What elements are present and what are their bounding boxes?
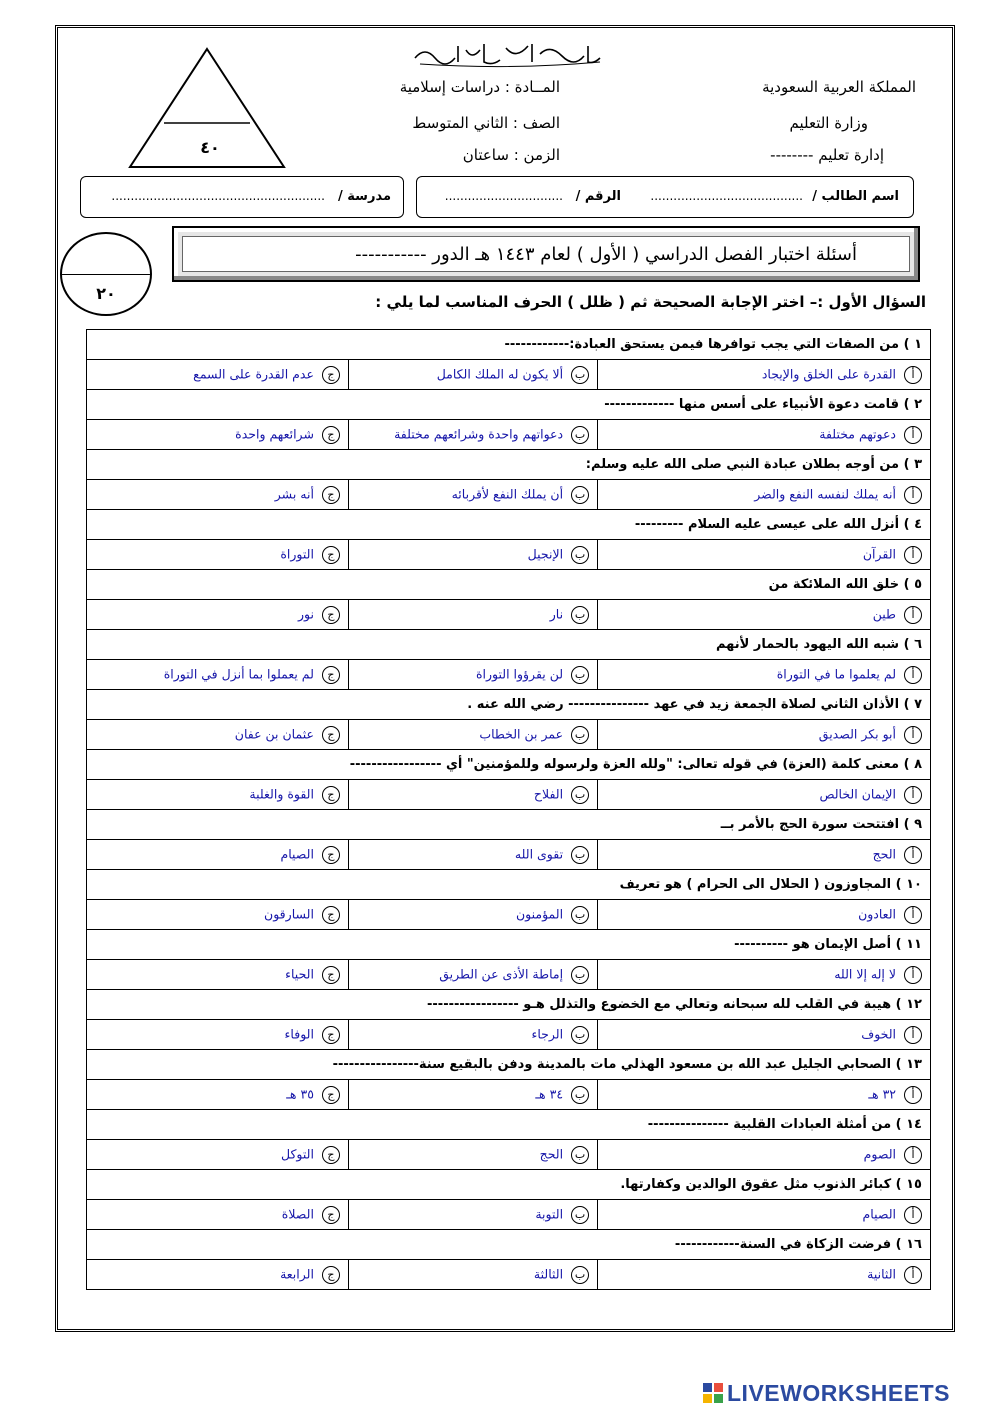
option-c[interactable] (87, 900, 349, 930)
question-options-row (87, 1080, 931, 1110)
option-text: الحج (539, 1146, 564, 1161)
question-options-row (87, 1140, 931, 1170)
liveworksheets-logo (703, 1380, 950, 1406)
option-text: أبو بكر الصديق (818, 726, 896, 741)
option-letter-a[interactable]: أ (904, 726, 922, 744)
option-text: القدرة على الخلق والإيجاد (761, 366, 896, 381)
option-text: الصوم (863, 1146, 896, 1161)
option-text: أن يملك النفع لأقربائه (451, 486, 564, 501)
bismillah-text: بسم الله الرحمن الرحيم (504, 56, 516, 57)
option-c[interactable] (87, 1200, 349, 1230)
option-text: الفلاح (533, 786, 564, 801)
option-letter-a[interactable]: أ (904, 966, 922, 984)
option-b[interactable] (348, 720, 597, 750)
option-text: العادون (858, 906, 896, 921)
bismillah-calligraphy (410, 40, 610, 68)
option-letter-a[interactable]: أ (904, 606, 922, 624)
option-b[interactable] (348, 1020, 597, 1050)
option-text: السارقون (264, 906, 314, 921)
option-a[interactable] (598, 1080, 931, 1110)
option-letter-b[interactable]: ب (571, 1266, 589, 1284)
option-letter-c[interactable]: ج (322, 726, 340, 744)
question-options-row (87, 540, 931, 570)
question-stem: ٤ ) أنزل الله على عيسى عليه السلام --------- (87, 510, 931, 540)
option-c[interactable] (87, 1020, 349, 1050)
question-stem-row (87, 1230, 931, 1260)
option-letter-c[interactable]: ج (322, 1026, 340, 1044)
option-letter-b[interactable]: ب (571, 1086, 589, 1104)
question-stem-row (87, 810, 931, 840)
question-stem: ٢ ) قامت دعوة الأنبياء على أسس منها ------------- (87, 390, 931, 420)
option-letter-c[interactable]: ج (322, 1146, 340, 1164)
question-options-row (87, 420, 931, 450)
option-a[interactable] (598, 600, 931, 630)
question-stem-row (87, 1170, 931, 1200)
question-stem: ١٣ ) الصحابي الجليل عبد الله بن مسعود الهذلي مات بالمدينة ودفن بالبقيع سنة---------------- (87, 1050, 931, 1080)
question-stem: ١٢ ) هيبة في القلب لله سبحانه وتعالي مع الخضوع والتذلل هـو ----------------- (87, 990, 931, 1020)
question-stem-row (87, 930, 931, 960)
option-c[interactable] (87, 840, 349, 870)
question-stem-row (87, 630, 931, 660)
total-score: ٤٠ (200, 138, 220, 157)
option-text: ٣٥ هـ (286, 1086, 314, 1101)
option-letter-b[interactable]: ب (571, 426, 589, 444)
logo-mark-icon (703, 1383, 723, 1403)
option-text: الحياء (285, 966, 314, 981)
option-letter-a[interactable]: أ (904, 1206, 922, 1224)
option-letter-c[interactable]: ج (322, 906, 340, 924)
option-letter-a[interactable]: أ (904, 366, 922, 384)
option-letter-a[interactable]: أ (904, 486, 922, 504)
question-stem: ٧ ) الأذان الثاني لصلاة الجمعة زيد في عهد --------------- رضي الله عنه . (87, 690, 931, 720)
option-letter-c[interactable]: ج (322, 486, 340, 504)
option-c[interactable] (87, 480, 349, 510)
question-options-row (87, 1260, 931, 1290)
option-text: دعواتهم واحدة وشرائعهم مختلفة (394, 426, 564, 441)
option-text: إماطة الأذى عن الطريق (439, 966, 564, 981)
option-text: الثالثة (533, 1266, 564, 1281)
student-name-field[interactable]: ........................................ (650, 189, 803, 203)
question-options-row (87, 1200, 931, 1230)
option-a[interactable] (598, 540, 931, 570)
question-options-row (87, 780, 931, 810)
option-text: أنه يملك لنفسه النفع والضر (754, 486, 896, 501)
option-text: التوبة (535, 1206, 564, 1221)
option-b[interactable] (348, 360, 597, 390)
question-options-row (87, 840, 931, 870)
option-letter-a[interactable]: أ (904, 426, 922, 444)
option-letter-c[interactable]: ج (322, 606, 340, 624)
option-text: نار (549, 606, 564, 621)
option-a[interactable] (598, 960, 931, 990)
question-stem: ١ ) من الصفات التي يجب توافرها فيمن يستحق العبادة:------------ (87, 330, 931, 360)
option-letter-b[interactable]: ب (571, 966, 589, 984)
option-text: لا إله إلا الله (834, 966, 896, 981)
question-stem-row (87, 570, 931, 600)
question-stem: ١١ ) أصل الإيمان هو ---------- (87, 930, 931, 960)
option-text: الحج (872, 846, 896, 861)
question-options-row (87, 360, 931, 390)
option-c[interactable] (87, 660, 349, 690)
kingdom-label: المملكة العربية السعودية (762, 78, 916, 96)
ministry-label: وزارة التعليم (789, 114, 868, 132)
time-label: الزمن : ساعتان (462, 146, 560, 164)
option-text: ٣٢ هـ (868, 1086, 896, 1101)
option-c[interactable] (87, 540, 349, 570)
student-number-label: الرقم / (575, 189, 621, 204)
option-b[interactable] (348, 600, 597, 630)
option-b[interactable] (348, 1260, 597, 1290)
option-a[interactable] (598, 840, 931, 870)
option-text: الصلاة (281, 1206, 314, 1221)
option-letter-a[interactable]: أ (904, 1026, 922, 1044)
student-number-field[interactable]: ............................... (444, 189, 563, 203)
question-stem-row (87, 990, 931, 1020)
option-text: دعوتهم مختلفة (819, 426, 896, 441)
option-letter-b[interactable]: ب (571, 726, 589, 744)
option-b[interactable] (348, 660, 597, 690)
question-options-row (87, 660, 931, 690)
question-stem-row (87, 330, 931, 360)
option-letter-b[interactable]: ب (571, 1146, 589, 1164)
option-letter-c[interactable]: ج (322, 1086, 340, 1104)
question-options-row (87, 900, 931, 930)
exam-title-box (172, 226, 920, 282)
option-text: تقوى الله (514, 846, 564, 861)
question-stem-row (87, 870, 931, 900)
option-letter-c[interactable]: ج (322, 966, 340, 984)
option-letter-b[interactable]: ب (571, 486, 589, 504)
option-b[interactable] (348, 960, 597, 990)
option-text: الصيام (862, 1206, 896, 1221)
option-letter-c[interactable]: ج (322, 1206, 340, 1224)
option-letter-c[interactable]: ج (322, 666, 340, 684)
option-letter-c[interactable]: ج (322, 366, 340, 384)
question-stem-row (87, 1110, 931, 1140)
option-text: لم يعلموا ما في التوراة (776, 666, 896, 681)
option-b[interactable] (348, 840, 597, 870)
option-text: الرابعة (280, 1266, 314, 1281)
question-stem-row (87, 510, 931, 540)
grade-label: الصف : الثاني المتوسط (412, 114, 560, 132)
subject-label: المــادة : دراسات إسلامية (399, 78, 560, 96)
option-a[interactable] (598, 360, 931, 390)
option-a[interactable] (598, 1260, 931, 1290)
question-stem: ١٤ ) من أمثلة العبادات القلبية --------------- (87, 1110, 931, 1140)
option-c[interactable] (87, 1140, 349, 1170)
option-text: عثمان بن عفان (234, 726, 314, 741)
question-stem: ١٥ ) كبائر الذنوب مثل عقوق الوالدين وكفارتها. (87, 1170, 931, 1200)
option-letter-b[interactable]: ب (571, 906, 589, 924)
option-letter-b[interactable]: ب (571, 546, 589, 564)
section-score-circle (60, 232, 152, 316)
option-a[interactable] (598, 1140, 931, 1170)
option-c[interactable] (87, 1260, 349, 1290)
option-b[interactable] (348, 540, 597, 570)
option-letter-a[interactable]: أ (904, 906, 922, 924)
option-b[interactable] (348, 420, 597, 450)
school-label: مدرسة / (338, 189, 391, 204)
option-text: أنه بشر (274, 486, 314, 501)
option-letter-b[interactable]: ب (571, 846, 589, 864)
option-a[interactable] (598, 1200, 931, 1230)
option-b[interactable] (348, 1080, 597, 1110)
option-a[interactable] (598, 780, 931, 810)
option-text: الوفاء (284, 1026, 314, 1041)
option-text: الصيام (280, 846, 314, 861)
option-a[interactable] (598, 480, 931, 510)
option-a[interactable] (598, 660, 931, 690)
option-text: القوة والغلبة (249, 786, 314, 801)
administration-label: إدارة تعليم -------- (770, 146, 884, 164)
option-text: الإيمان الخالص (819, 786, 896, 801)
option-c[interactable] (87, 720, 349, 750)
question-options-row (87, 720, 931, 750)
option-text: لن يقرؤوا التوراة (475, 666, 564, 681)
question-stem: ٦ ) شبه الله اليهود بالحمار لأنهم (87, 630, 931, 660)
question-stem: ٥ ) خلق الله الملائكة من (87, 570, 931, 600)
option-letter-b[interactable]: ب (571, 366, 589, 384)
question-stem-row (87, 390, 931, 420)
option-b[interactable] (348, 900, 597, 930)
option-letter-b[interactable]: ب (571, 786, 589, 804)
option-b[interactable] (348, 780, 597, 810)
option-b[interactable] (348, 1200, 597, 1230)
option-a[interactable] (598, 720, 931, 750)
total-score-triangle (128, 47, 286, 169)
logo-text: LIVEWORKSHEETS (727, 1379, 950, 1406)
option-c[interactable] (87, 420, 349, 450)
option-c[interactable] (87, 600, 349, 630)
question-stem: ٨ ) معنى كلمة (العزة) في قوله تعالى: "ولله العزة ولرسوله وللمؤمنين" أي ----------------- (87, 750, 931, 780)
option-letter-b[interactable]: ب (571, 606, 589, 624)
option-text: ٣٤ هـ (535, 1086, 564, 1101)
option-text: التوكل (281, 1146, 314, 1161)
option-text: لم يعملوا بما أنزل في التوراة (163, 666, 314, 681)
option-c[interactable] (87, 780, 349, 810)
option-b[interactable] (348, 480, 597, 510)
option-a[interactable] (598, 900, 931, 930)
option-text: ألا يكون له الملك الكامل (436, 366, 564, 381)
option-a[interactable] (598, 1020, 931, 1050)
question-stem-row (87, 690, 931, 720)
option-letter-a[interactable]: أ (904, 666, 922, 684)
section-score: ٢٠ (96, 284, 116, 303)
option-letter-c[interactable]: ج (322, 426, 340, 444)
option-text: الثانية (867, 1266, 896, 1281)
question-options-row (87, 1020, 931, 1050)
question-stem: ٣ ) من أوجه بطلان عبادة النبي صلى الله عليه وسلم: (87, 450, 931, 480)
option-letter-c[interactable]: ج (322, 546, 340, 564)
question-stem: ١٠ ) المجاوزون ( الحلال الى الحرام ) هو تعريف (87, 870, 931, 900)
question-stem-row (87, 750, 931, 780)
option-a[interactable] (598, 420, 931, 450)
option-letter-a[interactable]: أ (904, 1086, 922, 1104)
exam-title: أسئلة اختبار الفصل الدراسي ( الأول ) لعام ١٤٤٣ هـ الدور ----------- (182, 236, 910, 272)
option-letter-c[interactable]: ج (322, 786, 340, 804)
option-text: عمر بن الخطاب (479, 726, 564, 741)
option-c[interactable] (87, 1080, 349, 1110)
option-letter-b[interactable]: ب (571, 666, 589, 684)
school-field[interactable]: ........................................................ (111, 189, 325, 203)
student-info-box (416, 176, 914, 218)
option-text: عدم القدرة على السمع (193, 366, 314, 381)
question-stem: ١٦ ) فرضت الزكاة في السنة------------ (87, 1230, 931, 1260)
option-letter-a[interactable]: أ (904, 546, 922, 564)
question-stem-row (87, 1050, 931, 1080)
option-text: نور (297, 606, 314, 621)
question-options-row (87, 480, 931, 510)
option-letter-a[interactable]: أ (904, 1266, 922, 1284)
option-c[interactable] (87, 360, 349, 390)
question-stem-row (87, 450, 931, 480)
option-letter-a[interactable]: أ (904, 846, 922, 864)
option-text: الإنجيل (527, 546, 564, 561)
student-name-label: اسم الطالب / (812, 189, 899, 204)
option-text: التوراة (280, 546, 314, 561)
option-text: شرائعهم واحدة (235, 426, 314, 441)
option-letter-c[interactable]: ج (322, 1266, 340, 1284)
option-letter-b[interactable]: ب (571, 1026, 589, 1044)
option-text: طين (872, 606, 896, 621)
question-one-instruction: السؤال الأول :– اختر الإجابة الصحيحة ثم ( ظلل ) الحرف المناسب لما يلي : (375, 293, 926, 311)
option-text: الرجاء (531, 1026, 564, 1041)
school-info-box (80, 176, 404, 218)
option-text: المؤمنون (515, 906, 564, 921)
option-b[interactable] (348, 1140, 597, 1170)
question-stem: ٩ ) افتتحت سورة الحج بالأمر بــ (87, 810, 931, 840)
option-letter-c[interactable]: ج (322, 846, 340, 864)
question-options-row (87, 600, 931, 630)
option-text: القرآن (862, 546, 896, 561)
option-text: الخوف (861, 1026, 896, 1041)
question-options-row (87, 960, 931, 990)
option-letter-a[interactable]: أ (904, 1146, 922, 1164)
questions-table (86, 329, 931, 1290)
option-c[interactable] (87, 960, 349, 990)
option-letter-b[interactable]: ب (571, 1206, 589, 1224)
option-letter-a[interactable]: أ (904, 786, 922, 804)
